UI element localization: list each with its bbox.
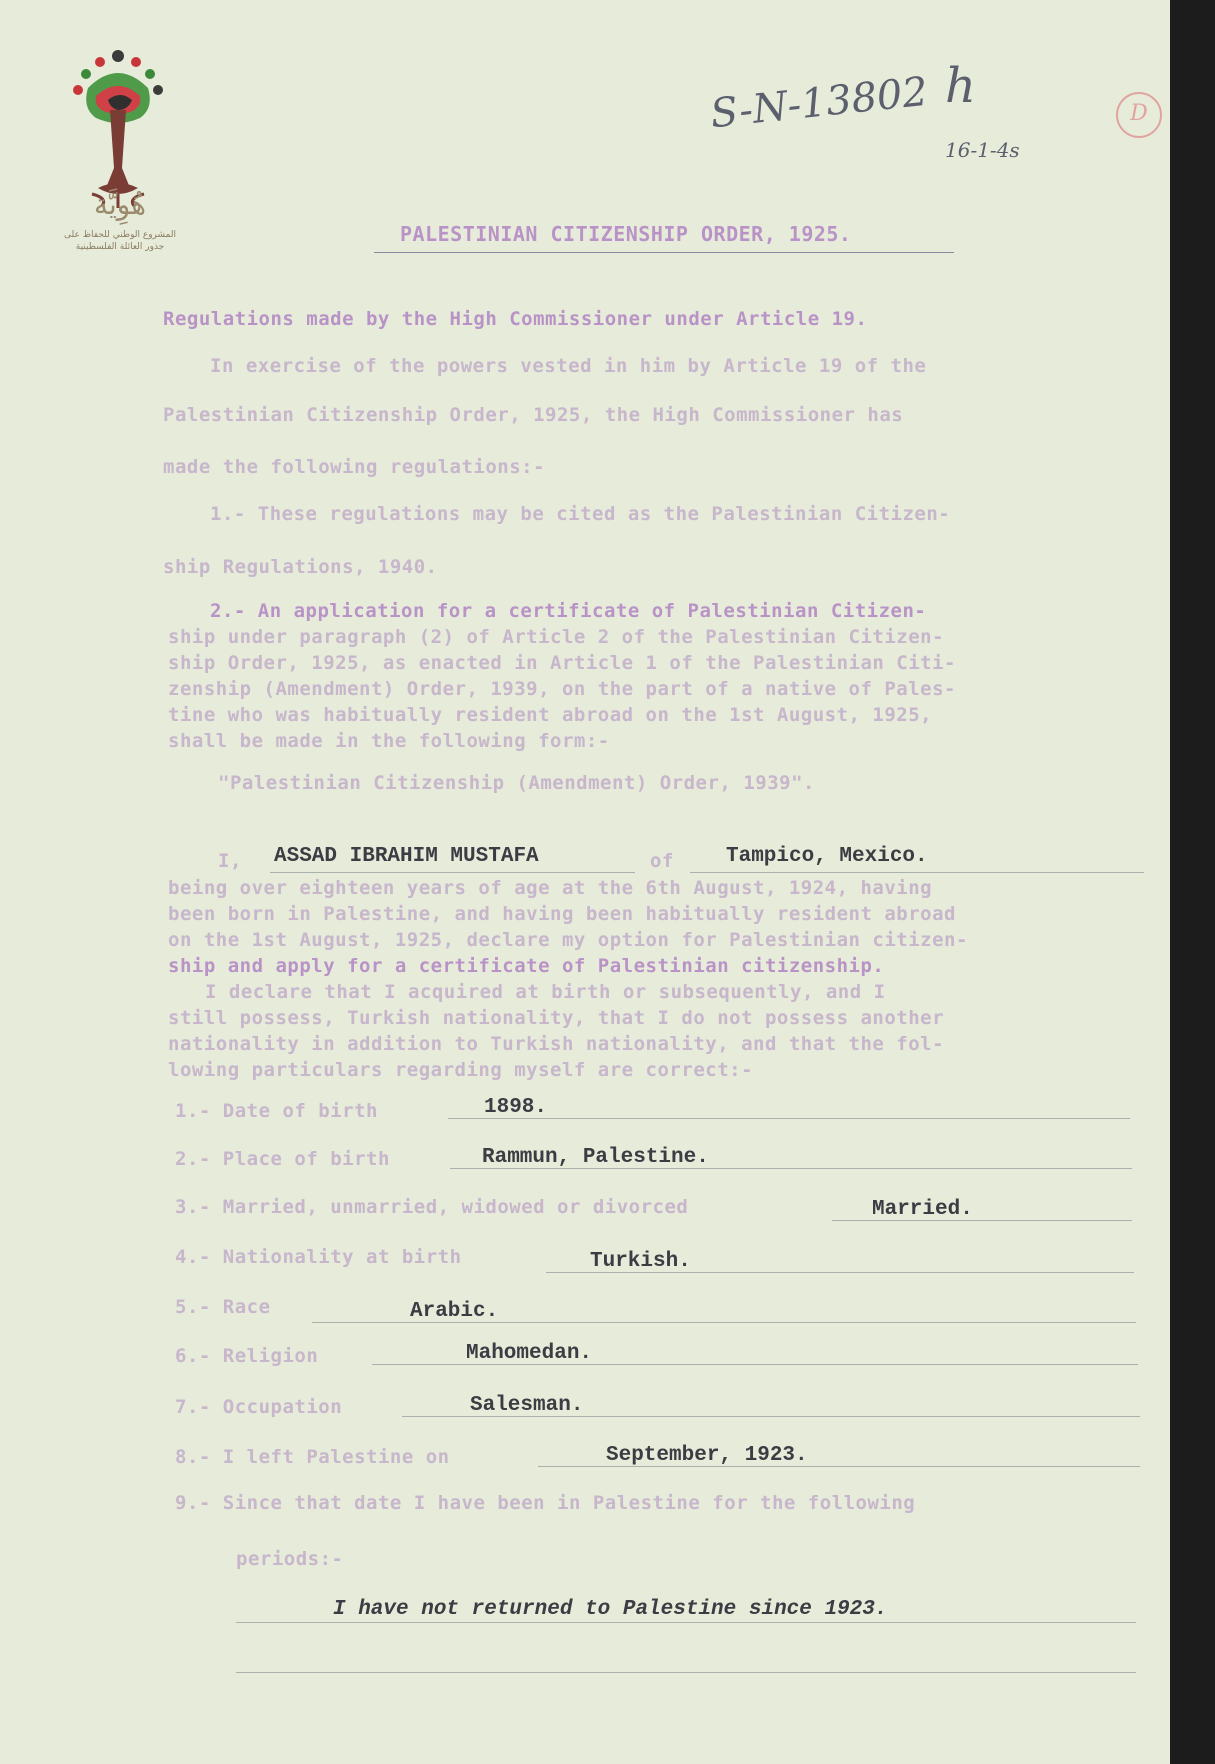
field-label-1: 1.- Date of birth [175, 1100, 378, 1122]
para2-line-6: shall be made in the following form:- [168, 730, 610, 752]
para2-line-4: zenship (Amendment) Order, 1939, on the part of a native of Pales- [168, 678, 956, 700]
field-value-6: Mahomedan. [466, 1342, 593, 1365]
field-value-8: September, 1923. [606, 1444, 808, 1467]
field-value-3: Married. [872, 1198, 973, 1221]
residence-line [690, 872, 1144, 873]
para2-line-2: ship under paragraph (2) of Article 2 of the Palestinian Citizen- [168, 626, 945, 648]
intro-line-1: In exercise of the powers vested in him by Article 19 of the [210, 355, 927, 377]
intro-line-3: made the following regulations:- [163, 456, 546, 478]
field-line-2 [450, 1168, 1132, 1169]
field-line-1 [448, 1118, 1130, 1119]
logo-name: هُوِيَّة [93, 188, 147, 221]
q9-line-blank [236, 1672, 1136, 1673]
field-label-3: 3.- Married, unmarried, widowed or divorced [175, 1196, 689, 1218]
declaration-line-4: ship and apply for a certificate of Palestinian citizenship. [168, 955, 885, 977]
circle-mark: D [1116, 92, 1162, 138]
field-line-5 [312, 1322, 1136, 1323]
field-label-2: 2.- Place of birth [175, 1148, 390, 1170]
field-value-1: 1898. [484, 1096, 548, 1119]
field-value-2: Rammun, Palestine. [482, 1146, 709, 1169]
q9-line-2: periods:- [236, 1548, 344, 1570]
applicant-residence: Tampico, Mexico. [726, 845, 928, 868]
logo-caption-line1: المشروع الوطني للحفاظ على [63, 230, 176, 240]
name-line [270, 872, 635, 873]
field-line-8 [538, 1466, 1140, 1467]
field-label-7: 7.- Occupation [175, 1396, 343, 1418]
logo-caption-line2: جذور العائلة الفلسطينية [75, 242, 165, 252]
declaration-line-1: being over eighteen years of age at the 6th August, 1924, having [168, 877, 933, 899]
page-title: PALESTINIAN CITIZENSHIP ORDER, 1925. [400, 222, 852, 246]
q9-line-answer [236, 1622, 1136, 1623]
field-value-4: Turkish. [590, 1250, 691, 1273]
field-value-5: Arabic. [410, 1300, 499, 1323]
para2-line-3: ship Order, 1925, as enacted in Article 1 of the Palestinian Citi- [168, 652, 956, 674]
declaration-line-6: still possess, Turkish nationality, that I do not possess another [168, 1007, 945, 1029]
applicant-name: ASSAD IBRAHIM MUSTAFA [274, 845, 539, 868]
para2-line-5: tine who was habitually resident abroad on the 1st August, 1925, [168, 704, 933, 726]
field-label-5: 5.- Race [175, 1296, 271, 1318]
declaration-line-2: been born in Palestine, and having been habitually resident abroad [168, 903, 956, 925]
field-label-6: 6.- Religion [175, 1345, 319, 1367]
field-line-3 [832, 1220, 1132, 1221]
title-underline [374, 252, 954, 253]
declaration-line-8: lowing particulars regarding myself are correct:- [168, 1059, 754, 1081]
declaration-I: I, [218, 850, 242, 872]
form-title: "Palestinian Citizenship (Amendment) Order, 1939". [218, 772, 815, 794]
field-line-4 [546, 1272, 1134, 1273]
intro-line-2: Palestinian Citizenship Order, 1925, the High Commissioner has [163, 404, 904, 426]
field-line-6 [372, 1364, 1138, 1365]
field-label-8: 8.- I left Palestine on [175, 1446, 450, 1468]
file-reference: S-N-13802 [708, 68, 930, 138]
field-value-7: Salesman. [470, 1394, 584, 1417]
regulations-heading: Regulations made by the High Commissioner under Article 19. [163, 308, 868, 330]
para1-line-1: 1.- These regulations may be cited as the Palestinian Citizen- [210, 503, 951, 525]
para2-line-1: 2.- An application for a certificate of Palestinian Citizen- [210, 600, 927, 622]
declaration-of: of [650, 850, 674, 872]
para1-line-2: ship Regulations, 1940. [163, 556, 438, 578]
handwritten-date: 16-1-4s [945, 138, 1020, 162]
tree-logo-icon [58, 48, 178, 253]
q9-answer: I have not returned to Palestine since 1923. [333, 1598, 888, 1621]
declaration-line-3: on the 1st August, 1925, declare my option for Palestinian citizen- [168, 929, 968, 951]
scan-edge [1170, 0, 1215, 1764]
q9-line-1: 9.- Since that date I have been in Palestine for the following [175, 1492, 916, 1514]
handwritten-initial: h [945, 58, 976, 114]
field-label-4: 4.- Nationality at birth [175, 1246, 462, 1268]
declaration-line-7: nationality in addition to Turkish nationality, and that the fol- [168, 1033, 945, 1055]
field-line-7 [402, 1416, 1140, 1417]
declaration-line-5: I declare that I acquired at birth or subsequently, and I [205, 981, 886, 1003]
